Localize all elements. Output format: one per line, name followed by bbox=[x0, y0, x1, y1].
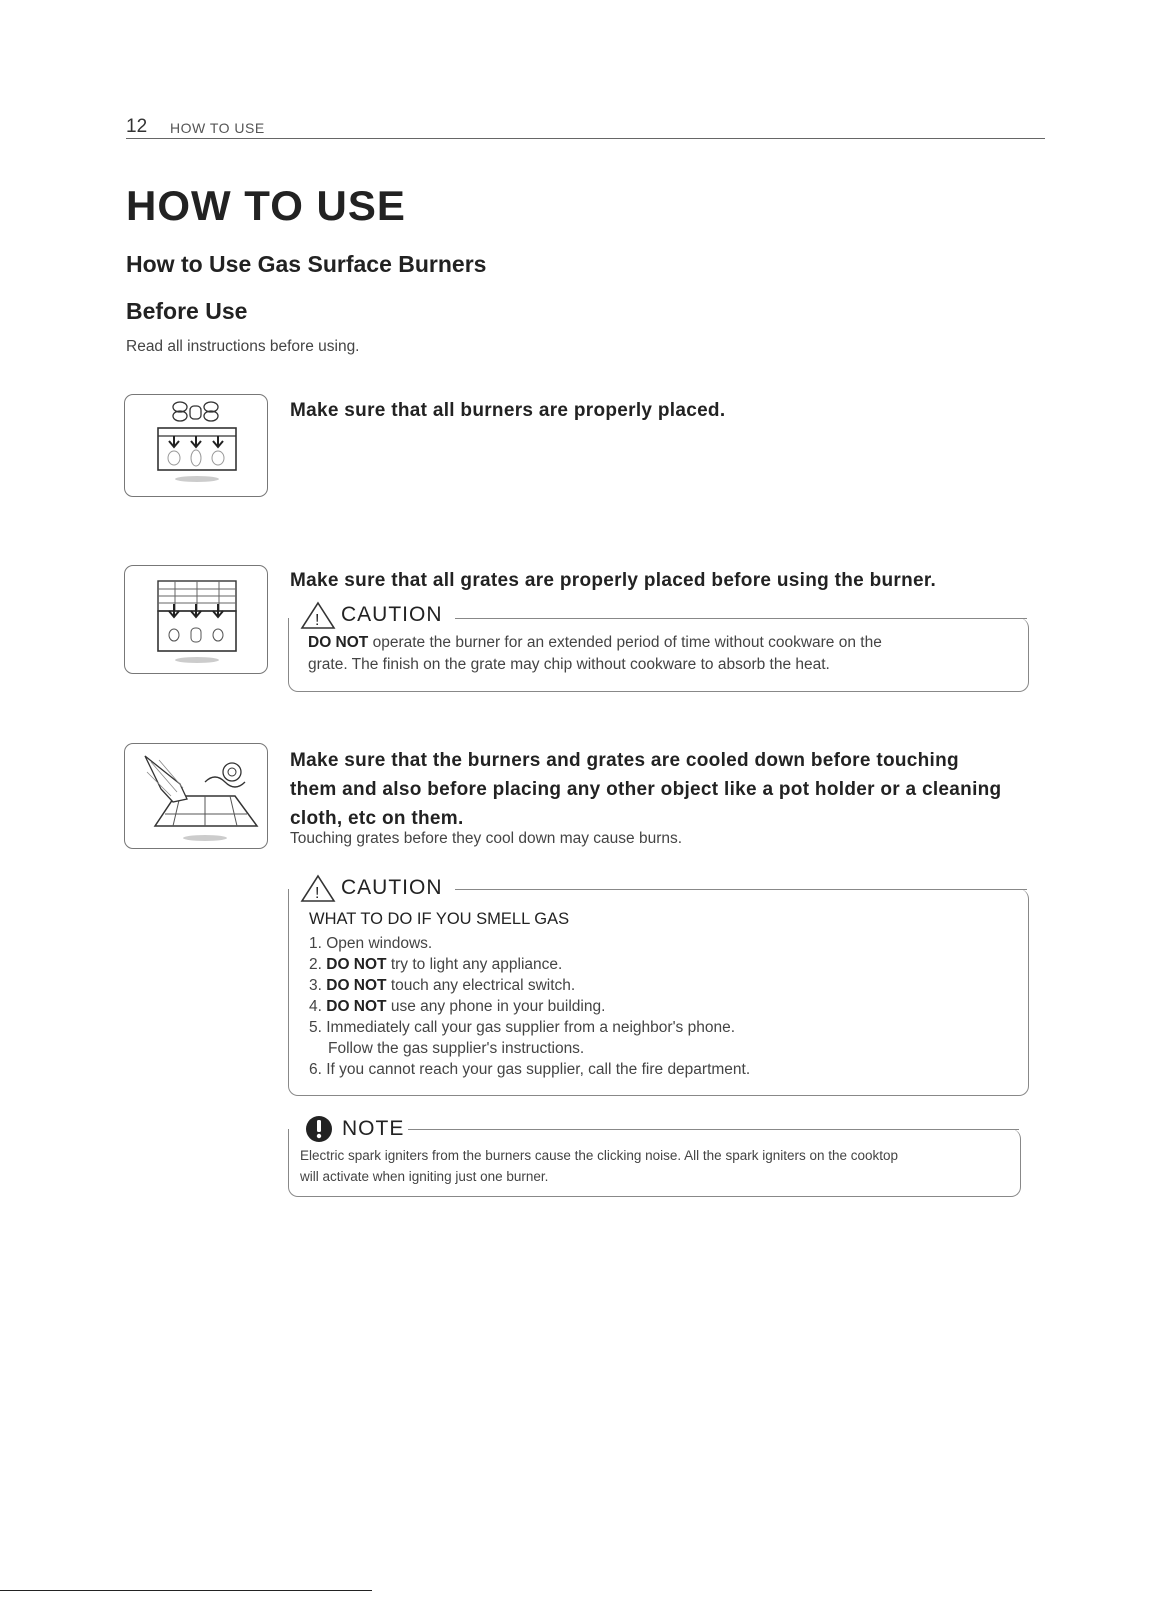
list-item: Follow the gas supplier's instructions. bbox=[328, 1040, 585, 1057]
step-3-text bbox=[290, 746, 1040, 833]
step-3-line2: them and also before placing any other object like a pot holder or a cleaning bbox=[290, 779, 1002, 800]
warning-triangle-icon bbox=[300, 600, 336, 635]
note-rule bbox=[408, 1129, 1019, 1130]
caution-1-body bbox=[308, 632, 1008, 676]
intro-text: Read all instructions before using. bbox=[126, 338, 360, 355]
list-item: 3. DO NOT touch any electrical switch. bbox=[309, 977, 576, 994]
step-2-text: Make sure that all grates are properly placed before using the burner. bbox=[290, 570, 937, 591]
note-line1: Electric spark igniters from the burners cause the clicking noise. All the spark igniters on the cooktop bbox=[300, 1148, 899, 1163]
step-3-line3: cloth, etc on them. bbox=[290, 808, 464, 829]
note-line2: will activate when igniting just one burner. bbox=[300, 1169, 549, 1184]
page-title: HOW TO USE bbox=[126, 182, 406, 229]
page-number: 12 bbox=[126, 116, 148, 137]
caution-2-rule bbox=[455, 889, 1027, 890]
caution-1-line1: operate the burner for an extended period of time without cookware on the bbox=[368, 634, 882, 651]
list-item: 1. Open windows. bbox=[309, 935, 433, 952]
grate-placement-illustration bbox=[124, 565, 268, 674]
caution-1-bold: DO NOT bbox=[308, 634, 369, 651]
list-item: 5. Immediately call your gas supplier from a neighbor's phone. bbox=[309, 1019, 736, 1036]
note-exclamation-icon bbox=[304, 1114, 334, 1149]
caution-1-line2: grate. The finish on the grate may chip without cookware to absorb the heat. bbox=[308, 656, 830, 673]
caution-2-heading: WHAT TO DO IF YOU SMELL GAS bbox=[309, 910, 570, 928]
step-1-text: Make sure that all burners are properly placed. bbox=[290, 400, 726, 421]
hot-grate-touch-illustration bbox=[124, 743, 268, 849]
note-label: NOTE bbox=[342, 1117, 405, 1140]
caution-2-label: CAUTION bbox=[341, 876, 443, 899]
note-body bbox=[300, 1145, 1012, 1187]
list-item: 2. DO NOT try to light any appliance. bbox=[309, 956, 563, 973]
caution-1-label: CAUTION bbox=[341, 603, 443, 626]
warning-triangle-icon bbox=[300, 873, 336, 908]
footer-rule bbox=[0, 1590, 372, 1591]
section-subtitle: How to Use Gas Surface Burners bbox=[126, 251, 487, 277]
step-3-sub: Touching grates before they cool down may cause burns. bbox=[290, 830, 683, 847]
svg-text:!: ! bbox=[315, 612, 320, 629]
running-header: HOW TO USE bbox=[170, 120, 265, 136]
before-use-heading: Before Use bbox=[126, 298, 248, 324]
caution-1-rule bbox=[455, 618, 1027, 619]
header-rule bbox=[126, 138, 1045, 139]
svg-text:!: ! bbox=[315, 885, 320, 902]
burner-placement-illustration bbox=[124, 394, 268, 497]
list-item: 6. If you cannot reach your gas supplier, call the fire department. bbox=[309, 1061, 751, 1078]
list-item: 4. DO NOT use any phone in your building. bbox=[309, 998, 606, 1015]
step-3-line1: Make sure that the burners and grates are cooled down before touching bbox=[290, 750, 959, 771]
caution-2-list bbox=[309, 933, 1009, 1080]
